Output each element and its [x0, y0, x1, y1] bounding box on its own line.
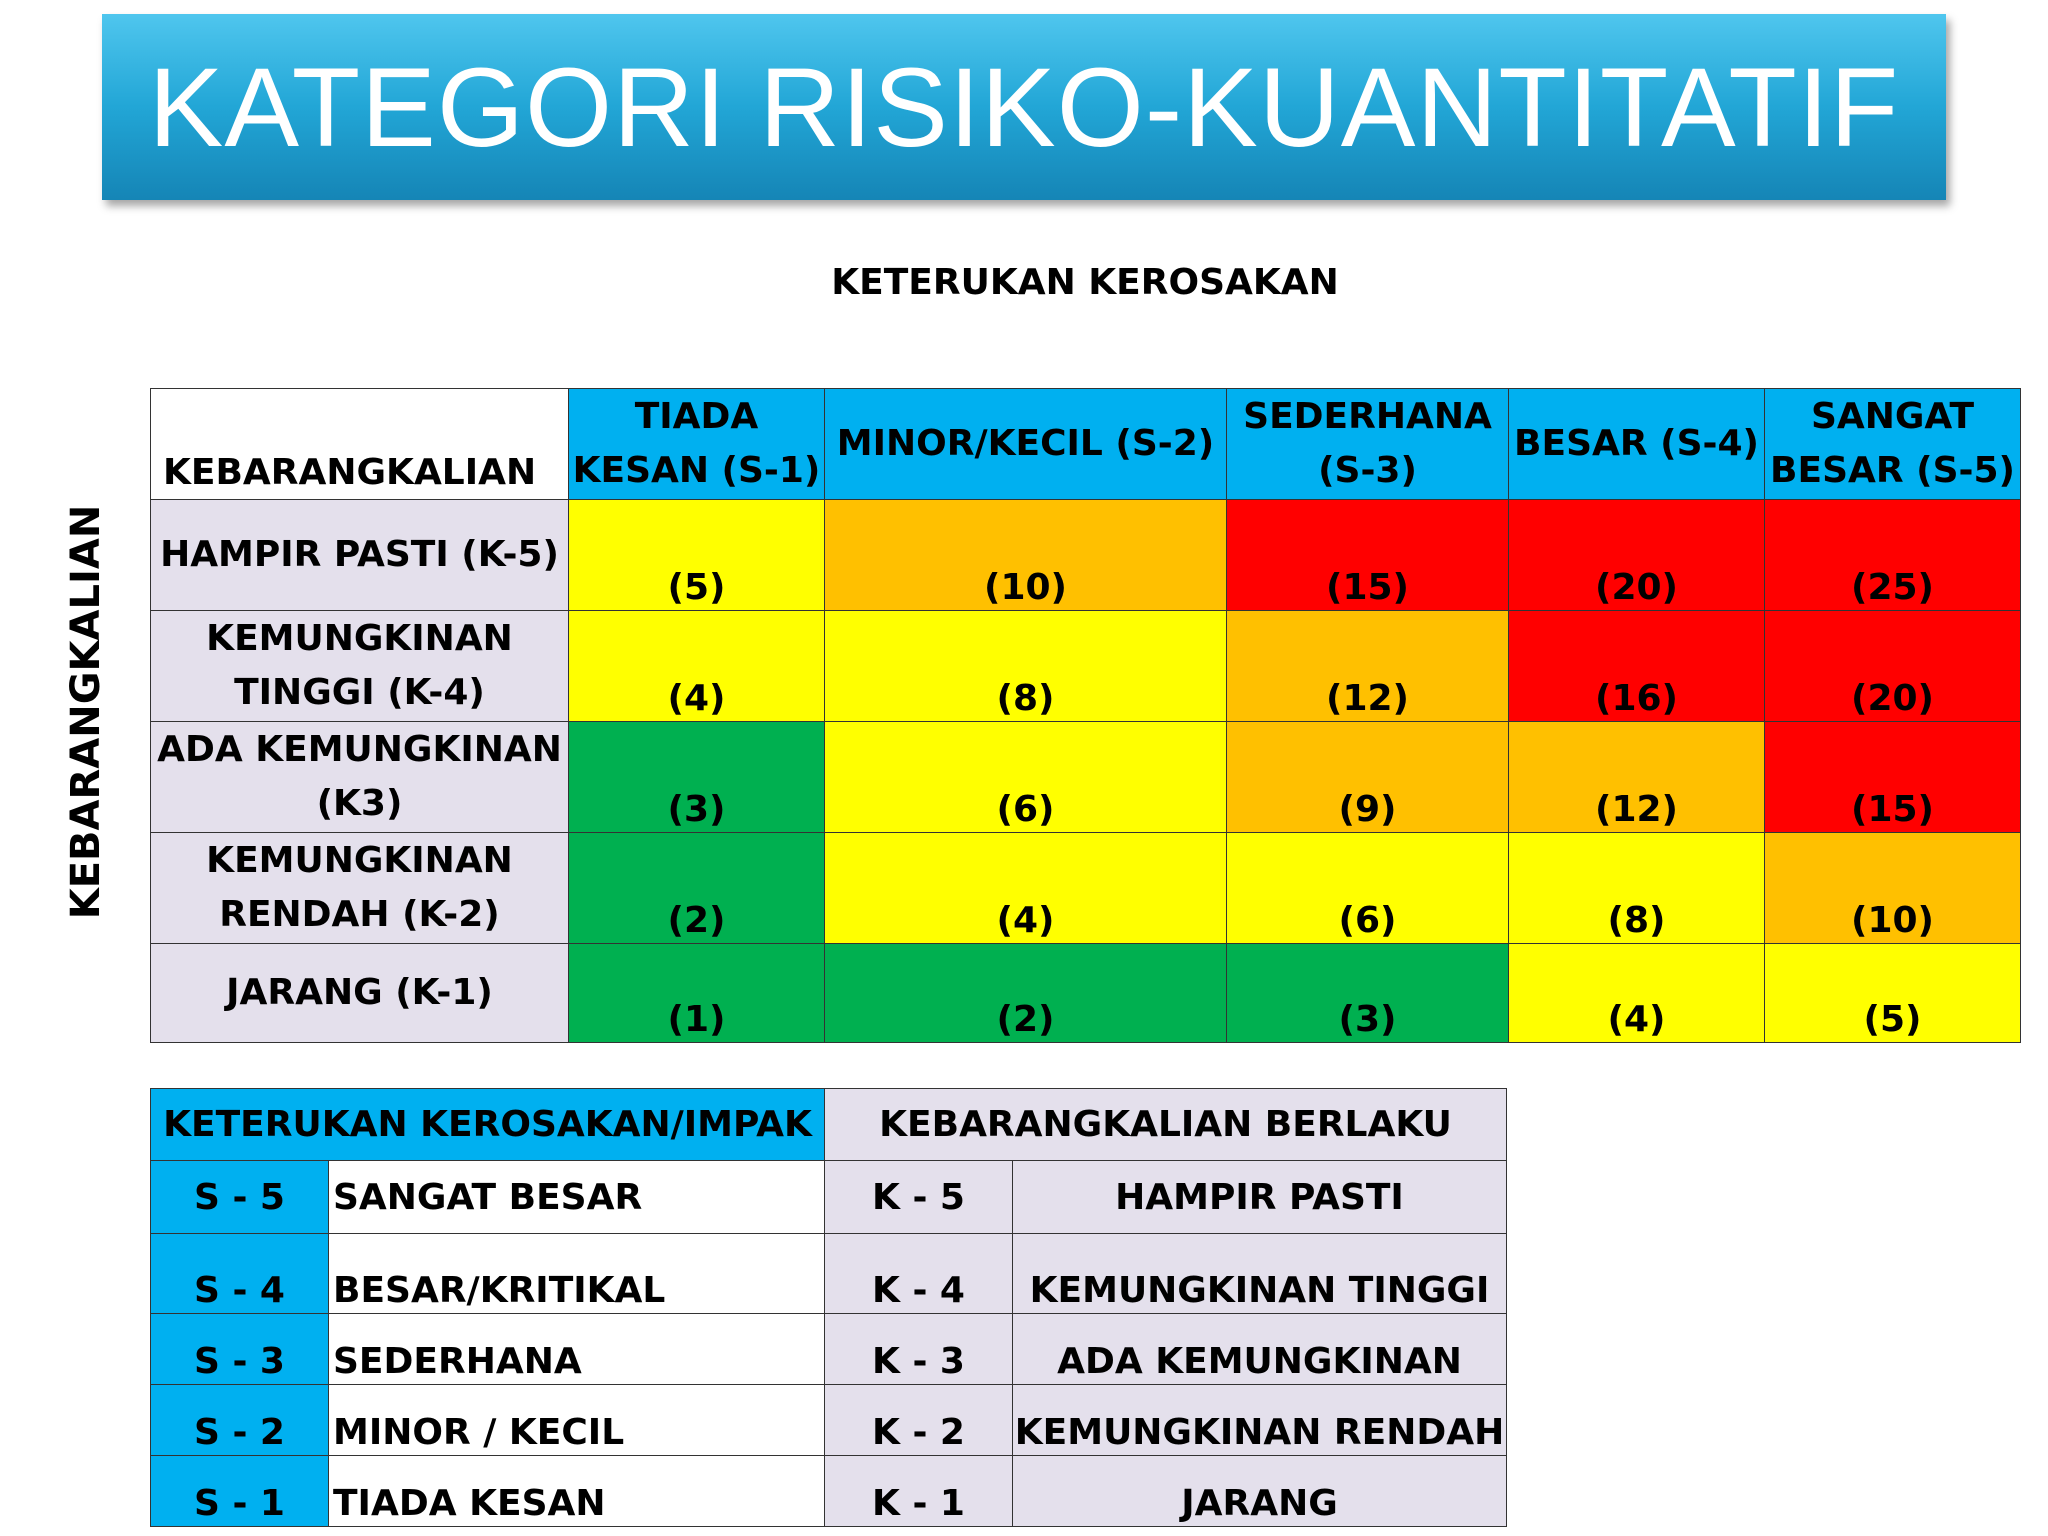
risk-cell: (5) [569, 500, 825, 611]
severity-code: S - 3 [151, 1314, 329, 1385]
likelihood-axis-label: KEBARANGKALIAN [63, 504, 109, 920]
matrix-row [151, 833, 2021, 944]
title-banner [102, 14, 1946, 200]
matrix-column-header: SEDERHANA (S-3) [1227, 389, 1509, 500]
risk-cell: (10) [825, 500, 1227, 611]
matrix-row [151, 722, 2021, 833]
risk-cell: (12) [1509, 722, 1765, 833]
risk-cell: (4) [1509, 944, 1765, 1043]
matrix-column-header: SANGAT BESAR (S-5) [1765, 389, 2021, 500]
likelihood-label: JARANG [1013, 1456, 1507, 1527]
legend-row [151, 1456, 1507, 1527]
matrix-row-label: KEMUNGKINAN TINGGI (K-4) [151, 611, 569, 722]
risk-cell: (2) [825, 944, 1227, 1043]
severity-code: S - 1 [151, 1456, 329, 1527]
risk-cell: (16) [1509, 611, 1765, 722]
matrix-row-label: KEMUNGKINAN RENDAH (K-2) [151, 833, 569, 944]
severity-code: S - 2 [151, 1385, 329, 1456]
risk-cell: (1) [569, 944, 825, 1043]
severity-label: TIADA KESAN [329, 1456, 825, 1527]
risk-cell: (6) [1227, 833, 1509, 944]
matrix-row [151, 611, 2021, 722]
legend-row [151, 1385, 1507, 1456]
risk-cell: (6) [825, 722, 1227, 833]
severity-code: S - 4 [151, 1234, 329, 1314]
legend-row [151, 1161, 1507, 1234]
severity-legend-header: KETERUKAN KEROSAKAN/IMPAK [151, 1089, 825, 1161]
risk-cell: (3) [1227, 944, 1509, 1043]
likelihood-label: KEMUNGKINAN RENDAH [1013, 1385, 1507, 1456]
severity-label: BESAR/KRITIKAL [329, 1234, 825, 1314]
severity-label: MINOR / KECIL [329, 1385, 825, 1456]
risk-matrix [150, 388, 2021, 1043]
risk-cell: (25) [1765, 500, 2021, 611]
likelihood-code: K - 4 [825, 1234, 1013, 1314]
likelihood-code: K - 5 [825, 1161, 1013, 1234]
risk-cell: (15) [1765, 722, 2021, 833]
matrix-header-row [151, 389, 2021, 500]
matrix-row [151, 944, 2021, 1043]
matrix-row-label: JARANG (K-1) [151, 944, 569, 1043]
severity-label: SEDERHANA [329, 1314, 825, 1385]
likelihood-code: K - 2 [825, 1385, 1013, 1456]
risk-cell: (4) [825, 833, 1227, 944]
likelihood-legend-header: KEBARANGKALIAN BERLAKU [825, 1089, 1507, 1161]
matrix-corner-label: KEBARANGKALIAN [151, 389, 569, 500]
risk-cell: (12) [1227, 611, 1509, 722]
page-title: KATEGORI RISIKO-KUANTITATIF [148, 44, 1900, 170]
risk-cell: (15) [1227, 500, 1509, 611]
risk-cell: (5) [1765, 944, 2021, 1043]
risk-cell: (9) [1227, 722, 1509, 833]
risk-cell: (3) [569, 722, 825, 833]
likelihood-code: K - 3 [825, 1314, 1013, 1385]
likelihood-label: KEMUNGKINAN TINGGI [1013, 1234, 1507, 1314]
likelihood-label: ADA KEMUNGKINAN [1013, 1314, 1507, 1385]
risk-cell: (10) [1765, 833, 2021, 944]
severity-code: S - 5 [151, 1161, 329, 1234]
matrix-column-header: MINOR/KECIL (S-2) [825, 389, 1227, 500]
risk-cell: (4) [569, 611, 825, 722]
legend-row [151, 1314, 1507, 1385]
legend-header-row [151, 1089, 1507, 1161]
matrix-row [151, 500, 2021, 611]
severity-label: SANGAT BESAR [329, 1161, 825, 1234]
legend-row [151, 1234, 1507, 1314]
matrix-column-header: TIADA KESAN (S-1) [569, 389, 825, 500]
severity-axis-label: KETERUKAN KEROSAKAN [831, 262, 1339, 303]
legend-table [150, 1088, 1507, 1527]
risk-cell: (8) [825, 611, 1227, 722]
matrix-row-label: ADA KEMUNGKINAN (K3) [151, 722, 569, 833]
risk-cell: (2) [569, 833, 825, 944]
matrix-column-header: BESAR (S-4) [1509, 389, 1765, 500]
risk-cell: (8) [1509, 833, 1765, 944]
risk-cell: (20) [1509, 500, 1765, 611]
likelihood-label: HAMPIR PASTI [1013, 1161, 1507, 1234]
likelihood-code: K - 1 [825, 1456, 1013, 1527]
matrix-row-label: HAMPIR PASTI (K-5) [151, 500, 569, 611]
risk-cell: (20) [1765, 611, 2021, 722]
